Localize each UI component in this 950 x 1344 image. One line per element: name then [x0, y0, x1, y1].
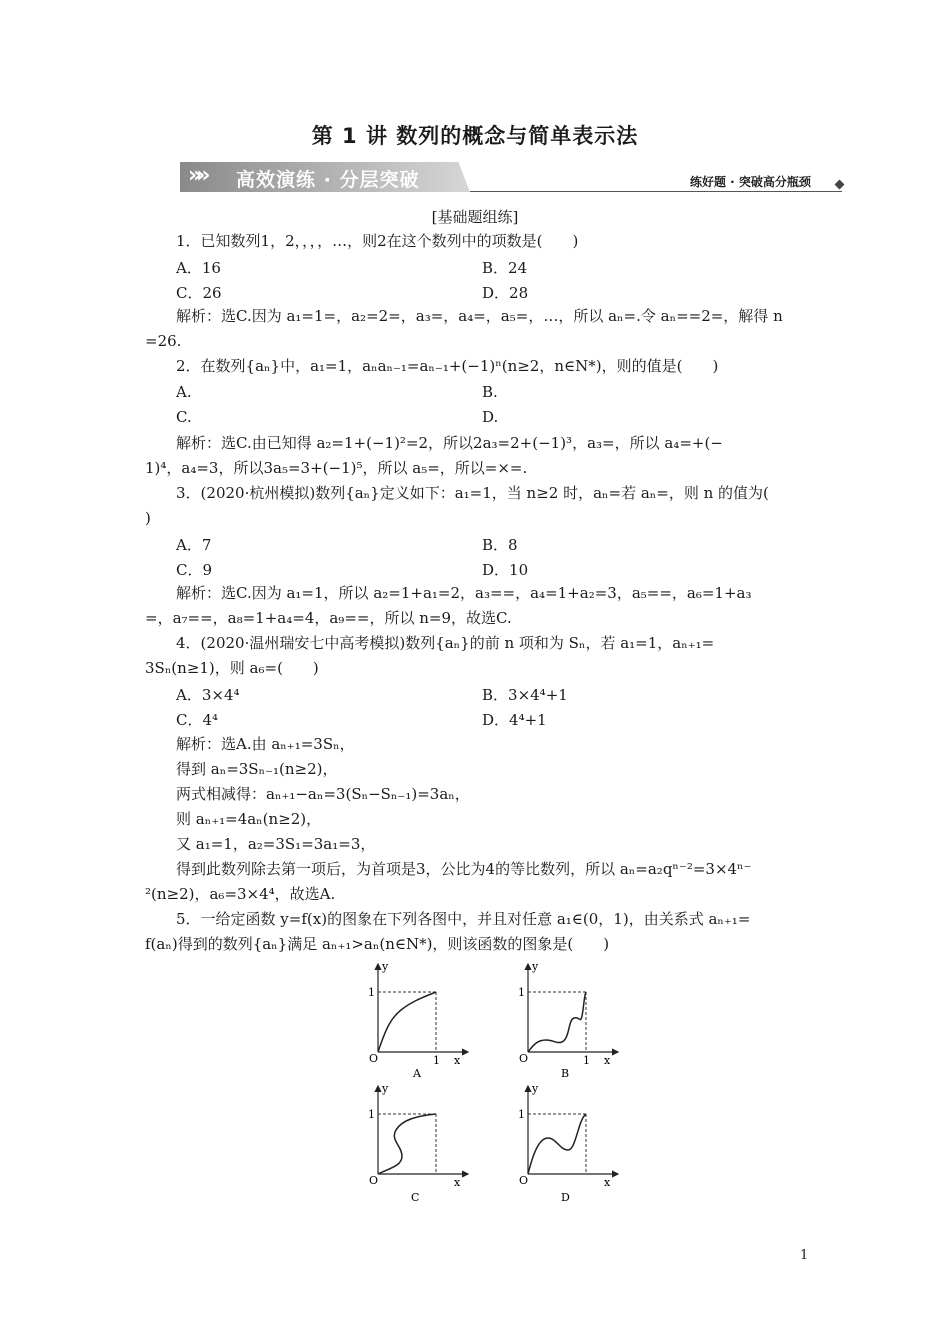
text-line: 1．已知数列1，2，，，，…，则2在这个数列中的项数是( )	[176, 232, 579, 250]
text-line: 解析：选A.由 aₙ₊₁=3Sₙ，	[176, 735, 355, 753]
graph-a-caption: A	[413, 1067, 421, 1078]
graph-c-y-label: y	[382, 1082, 389, 1095]
graph-d	[506, 1080, 626, 1204]
text-line: 4．(2020·温州瑞安七中高考模拟)数列{aₙ}的前 n 项和为 Sₙ，若 a₁=1，aₙ₊₁=	[176, 634, 715, 652]
graph-d-caption: D	[561, 1191, 570, 1204]
text-line: 解析：选C.因为 a₁=1，所以 a₂=1+a₁=2，a₃==，a₄=1+a₂=3，a₅==，a₆=1+a₃	[176, 584, 752, 602]
text-line: f(aₙ)得到的数列{aₙ}满足 aₙ₊₁>aₙ(n∈N*)，则该函数的图象是( )	[145, 935, 610, 953]
graph-a-origin: O	[369, 1052, 379, 1065]
diamond-icon	[835, 180, 845, 190]
graph-b-caption: B	[561, 1067, 570, 1078]
text-line: 1)⁴，a₄=3，所以3a₅=3+(−1)⁵，所以 a₅=，所以=×=.	[145, 459, 528, 477]
option-q3-a: A．7	[176, 536, 212, 554]
graph-d-one-y: 1	[518, 1108, 525, 1121]
option-q4-d: D．4⁴+1	[482, 711, 547, 729]
option-q4-c: C．4⁴	[176, 711, 219, 729]
banner-right-text: 练好题 · 突破高分瓶颈	[690, 175, 811, 189]
option-q2-b: B.	[482, 383, 498, 401]
graph-a-one-y: 1	[368, 986, 375, 999]
banner-left-text: 高效演练 · 分层突破	[236, 169, 420, 191]
text-line: ²(n≥2)，a₆=3×4⁴，故选A.	[145, 885, 336, 903]
graph-d-origin: O	[519, 1174, 529, 1187]
graph-c	[356, 1080, 476, 1204]
option-q2-a: A.	[176, 383, 192, 401]
graph-b	[506, 958, 626, 1078]
text-line: )	[145, 509, 151, 527]
option-q3-b: B．8	[482, 536, 518, 554]
page-title: 第 1 讲 数列的概念与简单表示法	[311, 124, 639, 148]
graph-a-y-label: y	[382, 960, 389, 973]
option-q1-d: D．28	[482, 284, 529, 302]
option-q3-c: C．9	[176, 561, 213, 579]
text-line: 又 a₁=1，a₂=3S₁=3a₁=3，	[176, 835, 376, 853]
graph-b-origin: O	[519, 1052, 529, 1065]
text-line: 3．(2020·杭州模拟)数列{aₙ}定义如下：a₁=1，当 n≥2 时，aₙ=若 aₙ=，则 n 的值为(	[176, 484, 769, 502]
text-line: 3Sₙ(n≥1)，则 a₆=( )	[145, 659, 319, 677]
graph-b-x-label: x	[604, 1054, 611, 1067]
graph-a-one-x: 1	[433, 1054, 440, 1067]
graph-a-x-label: x	[454, 1054, 461, 1067]
option-q3-d: D．10	[482, 561, 529, 579]
option-q1-b: B．24	[482, 259, 528, 277]
option-q1-c: C．26	[176, 284, 222, 302]
option-q1-a: A．16	[176, 259, 221, 277]
option-q2-c: C.	[176, 408, 192, 426]
text-line: 2．在数列{aₙ}中，a₁=1，aₙaₙ₋₁=aₙ₋₁+(−1)ⁿ(n≥2，n∈N*)，则的值是( )	[176, 357, 719, 375]
double-chevron-icon: »»	[188, 163, 205, 188]
graph-c-caption: C	[411, 1191, 420, 1204]
text-line: =26.	[145, 332, 182, 350]
graph-c-one-y: 1	[368, 1108, 375, 1121]
graph-b-one-y: 1	[518, 986, 525, 999]
text-line: =，a₇==，a₈=1+a₄=4，a₉==，所以 n=9，故选C.	[145, 609, 512, 627]
text-line: 解析：选C.因为 a₁=1=，a₂=2=，a₃=，a₄=，a₅=，…，所以 aₙ=.令 aₙ==2=，解得 n	[176, 307, 783, 325]
option-q2-d: D.	[482, 408, 499, 426]
banner-divider	[470, 191, 842, 192]
text-line: 得到 aₙ=3Sₙ₋₁(n≥2)，	[176, 760, 338, 778]
text-line: 得到此数列除去第一项后，为首项是3，公比为4的等比数列，所以 aₙ=a₂qⁿ⁻²=3×4ⁿ⁻	[176, 860, 752, 878]
section-banner	[180, 162, 470, 192]
option-q4-b: B．3×4⁴+1	[482, 686, 568, 704]
graph-d-y-label: y	[532, 1082, 539, 1095]
text-line: 则 aₙ₊₁=4aₙ(n≥2)，	[176, 810, 322, 828]
text-line: 5．一给定函数 y=f(x)的图象在下列各图中，并且对任意 a₁∈(0，1)，由关系式 aₙ₊₁=	[176, 910, 751, 928]
text-line: 两式相减得：aₙ₊₁−aₙ=3(Sₙ−Sₙ₋₁)=3aₙ，	[176, 785, 470, 803]
page-number: 1	[800, 1248, 809, 1263]
graph-d-x-label: x	[604, 1176, 611, 1189]
graph-c-origin: O	[369, 1174, 379, 1187]
graph-b-y-label: y	[532, 960, 539, 973]
graph-a	[356, 958, 476, 1078]
graph-b-one-x: 1	[583, 1054, 590, 1067]
text-line: 解析：选C.由已知得 a₂=1+(−1)²=2，所以2a₃=2+(−1)³，a₃=，所以 a₄=+(−	[176, 434, 723, 452]
section-label: [基础题组练]	[431, 208, 519, 226]
graph-c-x-label: x	[454, 1176, 461, 1189]
option-q4-a: A．3×4⁴	[176, 686, 240, 704]
